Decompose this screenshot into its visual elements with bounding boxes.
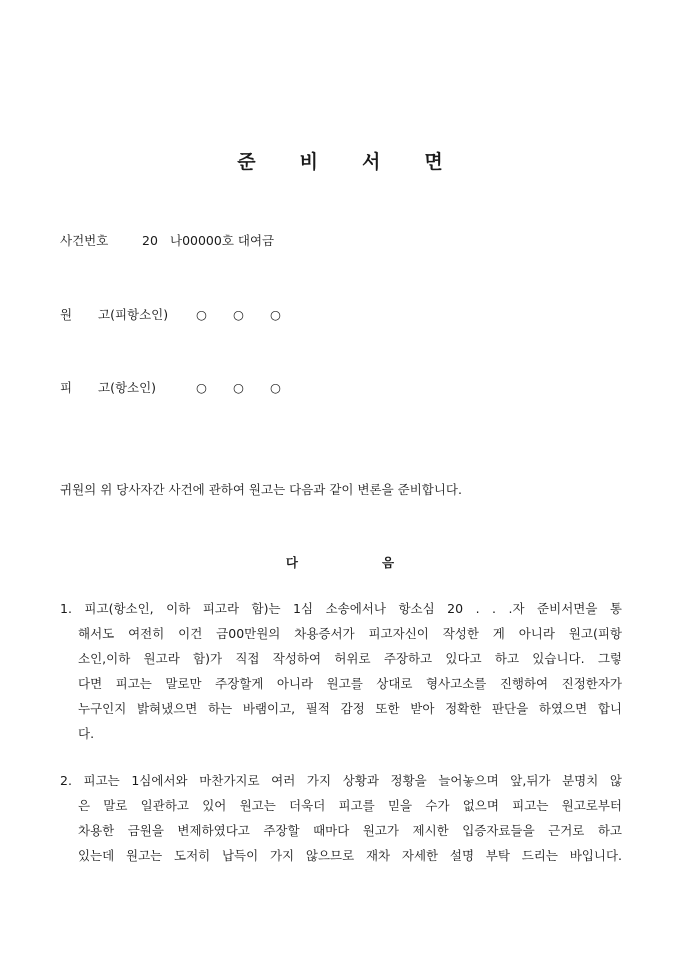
item-line: 차용한 금원을 변제하였다고 주장할 때마다 원고가 제시한 입증자료들을 근거로 하고 [78,823,622,838]
heading-char: 음 [382,555,395,570]
plaintiff-line [60,305,307,323]
defendant-name-mark: ○ [196,380,207,395]
defendant-name-mark: ○ [233,380,244,395]
heading-char: 다 [285,555,298,570]
numbered-item-2 [60,768,622,868]
item-line: 다. [78,726,95,741]
item-line: 있는데 원고는 도저히 납득이 가지 않으므로 재차 자세한 설명 부탁 드리는 바입니다. [78,848,622,863]
case-number-label: 사건번호 [60,233,109,248]
document-title: 준비서면 [237,151,487,173]
item-line: 1. 피고(항소인, 이하 피고라 함)는 1심 소송에서나 항소심 20 . . .자 준비서면을 통 [60,601,622,616]
plaintiff-label-tail: 고(피항소인) [98,307,169,322]
intro-paragraph: 귀원의 위 당사자간 사건에 관하여 원고는 다음과 같이 변론을 준비합니다. [60,482,462,497]
defendant-label-head: 피 [60,380,73,395]
item-line: 2. 피고는 1심에서와 마찬가지로 여러 가지 상황과 정황을 늘어놓으며 앞,뒤가 분명치 않 [60,773,622,788]
case-year: 20 [142,233,158,248]
plaintiff-name-mark: ○ [233,307,244,322]
case-number-line [60,231,274,249]
defendant-label-tail: 고(항소인) [98,380,157,395]
item-line: 해서도 여전히 이건 금00만원의 차용증서가 피고자신이 작성한 게 아니라 원고(피항 [78,626,622,641]
item-line: 누구인지 밝혀냈으면 하는 바램이고, 필적 감정 또한 받아 정확한 판단을 하였으면 합니 [78,701,622,716]
plaintiff-name-mark: ○ [270,307,281,322]
item-line: 소인,이하 원고라 함)가 직접 작성하여 허위로 주장하고 있다고 하고 있습니다. 그렇 [78,651,622,666]
plaintiff-name-mark: ○ [196,307,207,322]
item-line: 다면 피고는 말로만 주장할게 아니라 원고를 상대로 형사고소를 진행하여 진정한자가 [78,676,622,691]
defendant-name-mark: ○ [270,380,281,395]
defendant-line [60,378,307,396]
section-heading [0,553,680,571]
item-line: 은 말로 일관하고 있어 원고는 더욱더 피고를 믿을 수가 없으며 피고는 원고로부터 [78,798,622,813]
plaintiff-label-head: 원 [60,307,73,322]
numbered-item-1 [60,596,622,746]
case-number-value: 나00000호 대여금 [170,233,275,248]
